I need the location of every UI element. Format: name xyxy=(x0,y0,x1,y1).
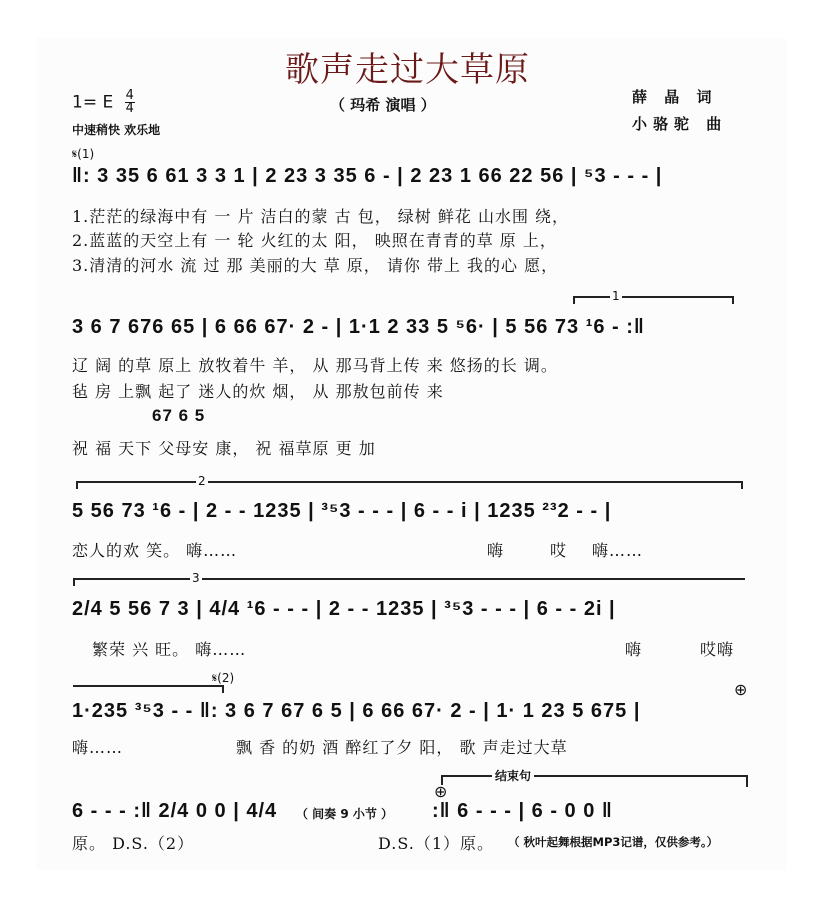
system2-lyric-verse1: 辽 阔 的草 原上 放牧着牛 羊， 从 那马背上传 来 悠扬的长 调。 xyxy=(72,356,558,375)
system4-notes: 2/4 5 56 7 3 | 4/4 ¹6 - - - | 2 - - 1235 | ³⁵3 - - - | 6 - - 2i | xyxy=(72,598,616,620)
ending-bracket xyxy=(441,775,747,777)
system3-lyrics-left: 恋人的欢 笑。 嗨…… xyxy=(72,541,238,560)
coda-icon-2: ⊕ xyxy=(434,782,448,801)
volta-2-bracket xyxy=(76,481,742,483)
transcription-note: （ 秋叶起舞根据MP3记谱，仅供参考。） xyxy=(508,835,719,849)
ending-bracket-right xyxy=(746,775,748,787)
volta-2-right xyxy=(741,481,743,489)
key-signature xyxy=(72,90,135,115)
system1-lyric-verse1: 1.茫茫的绿海中有 一 片 洁白的蒙 古 包， 绿树 鲜花 山水围 绕， xyxy=(72,207,570,226)
system5-notes: 1·235 ³⁵3 - - ‖: 3 6 7 67 6 5 | 6 66 67· 2 - | 1· 1 23 5 675 | xyxy=(72,700,641,722)
system1-notes: ‖: 3 35 6 61 3 3 1 | 2 23 3 35 6 - | 2 23 1 66 22 56 | ⁵3 - - - | xyxy=(72,165,663,187)
interlude-note: （ 间奏 9 小节 ） xyxy=(296,807,394,821)
system6-lyrics-left: 原。 D.S.（2） xyxy=(72,834,195,853)
lyricist-credit: 薛 晶 词 xyxy=(632,88,718,106)
volta-1-bracket xyxy=(573,296,733,298)
ending-label: 结束句 xyxy=(492,767,534,784)
volta-1-label: 1 xyxy=(612,289,620,303)
system4-lyrics-aihai: 哎嗨 xyxy=(700,640,735,659)
volta-2-left xyxy=(76,481,78,489)
composer-credit: 小骆驼 曲 xyxy=(632,115,728,133)
volta-3-end-bracket xyxy=(73,685,223,687)
system4-lyrics-left: 繁荣 兴 旺。 嗨…… xyxy=(92,640,247,659)
performer: （ 玛希 演唱 ） xyxy=(330,96,436,114)
segno-1-icon: 𝄋(1) xyxy=(72,147,95,161)
system1-lyric-verse3: 3.清清的河水 流 过 那 美丽的大 草 原， 请你 带上 我的心 愿， xyxy=(72,256,559,275)
system6-notes-left: 6 - - - :‖ 2/4 0 0 | 4/4 xyxy=(72,800,278,822)
system3-lyrics-right: 嗨…… xyxy=(592,541,644,560)
volta-3-bracket xyxy=(73,578,745,580)
key-label: 1= E xyxy=(72,92,114,113)
volta-3-end-right xyxy=(222,685,224,693)
system6-notes-end: :‖ 6 - - - | 6 - 0 0 ‖ xyxy=(432,800,613,822)
time-signature: $\frac{4}{4}$ xyxy=(125,88,134,116)
system1-lyric-verse2: 2.蓝蓝的天空上有 一 轮 火红的太 阳， 映照在青青的草 原 上， xyxy=(72,231,557,250)
segno-2-icon: 𝄋(2) xyxy=(212,671,235,685)
system4-lyrics-hai: 嗨 xyxy=(625,640,643,659)
volta-3-left xyxy=(73,578,75,586)
volta-3-label: 3 xyxy=(192,571,200,585)
system3-lyrics-ai: 哎 xyxy=(550,541,568,560)
song-title: 歌声走过大草原 xyxy=(285,50,530,90)
system3-notes: 5 56 73 ¹6 - | 2 - - 1235 | ³⁵3 - - - | 6 - - i | 1235 ²³2 - - | xyxy=(72,500,612,522)
volta-2-label: 2 xyxy=(198,474,206,488)
system5-lyrics-right: 飘 香 的奶 酒 醉红了夕 阳， 歌 声走过大草 xyxy=(236,738,568,757)
coda-icon: ⊕ xyxy=(734,680,748,699)
system5-lyrics-left: 嗨…… xyxy=(72,738,124,757)
system3-lyrics-hai: 嗨 xyxy=(487,541,505,560)
system6-lyrics-right: D.S.（1）原。 xyxy=(378,834,495,853)
system2-lyric-verse3: 祝 福 天下 父母安 康， 祝 福草原 更 加 xyxy=(72,439,376,458)
system2-lyric-verse2: 毡 房 上飘 起了 迷人的炊 烟， 从 那敖包前传 来 xyxy=(72,382,444,401)
volta-1-right xyxy=(732,296,734,304)
system2-variant-notes: 67 6 5 xyxy=(152,406,206,425)
system2-notes: 3 6 7 676 65 | 6 66 67· 2 - | 1·1 2 33 5 ⁵6· | 5 56 73 ¹6 - :‖ xyxy=(72,316,645,338)
volta-1-left xyxy=(573,296,575,304)
tempo-marking: 中速稍快 欢乐地 xyxy=(72,123,161,137)
